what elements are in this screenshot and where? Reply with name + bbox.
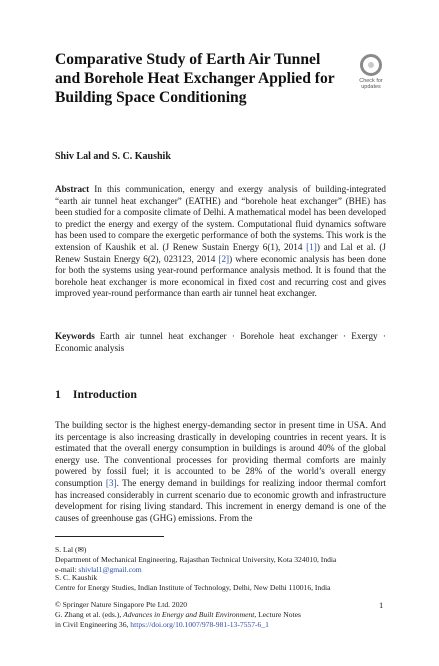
check-for-updates-label: Check for updates — [359, 78, 383, 90]
citation-series: in Civil Engineering 36, — [55, 619, 131, 629]
intro-text-2: . The energy demand in buildings for realizing indoor thermal comfort has increased considerably in current scenario due to economic growth and infrastructure development for rising living standard. This increment in energy demand is one of the causes of greenhouse gas (GHG) emissions. From the — [55, 477, 386, 523]
author-2-affiliation: Centre for Energy Studies, Indian Institute of Technology, Delhi, New Delhi 110016, India — [55, 582, 331, 592]
page-number: 1 — [379, 600, 384, 610]
check-for-updates-icon — [360, 54, 382, 76]
footnote-author-1 — [55, 545, 395, 574]
footnote-author-2 — [55, 573, 395, 593]
abstract-text-2: ) and Lal et al. (J Renew Sustain Energy 6(2), 023123, 2014 — [55, 241, 387, 264]
citation-doi-line — [55, 620, 395, 630]
citation-pre: G. Zhang et al. (eds.), — [55, 609, 124, 619]
author-list: Shiv Lal and S. C. Kaushik — [55, 151, 171, 162]
section-title: Introduction — [72, 387, 137, 401]
doi-link[interactable]: https://doi.org/10.1007/978-981-13-7557-6_1 — [130, 619, 269, 629]
author-1-name: S. Lal (✉) — [55, 545, 87, 554]
keywords-label: Keywords — [55, 331, 95, 341]
email-label: e-mail: — [55, 564, 79, 574]
intro-text-1: The building sector is the highest energy-demanding sector in present time in USA. And its percentage is also increasing drastically in developing countries in recent years. It is estimated that the overall energy consumption in buildings is around 40% of the global energy use. The conventional processes for providing thermal comforts are mainly powered by fossil fuel; it is accounted to be 28% of the world’s overall energy consumption — [55, 420, 386, 488]
abstract — [55, 184, 386, 300]
section-number: 1 — [55, 387, 61, 401]
citation-line — [55, 610, 395, 620]
citation-link-2[interactable]: [2] — [218, 253, 230, 264]
citation-link-1[interactable]: [1] — [306, 241, 317, 252]
keywords — [55, 331, 386, 354]
abstract-text-3: ) where economic analysis has been done for both the systems using year-round performance analysis method. It is found that the borehole heat exchanger is more economical in fixed cost and recurring cost and gives improved year-round performance than earth air tunnel heat exchanger. — [55, 253, 386, 299]
paper-title: Comparative Study of Earth Air Tunnel and Borehole Heat Exchanger Applied for Building Space Conditioning — [55, 51, 335, 106]
author-1-affiliation: Department of Mechanical Engineering, Rajasthan Technical University, Kota 324010, India — [55, 554, 337, 564]
author-2-name: S. C. Kaushik — [55, 573, 98, 582]
keywords-text: Earth air tunnel heat exchanger · Borehole heat exchanger · Exergy · Economic analysis — [55, 331, 386, 353]
citation-book-title: Advances in Energy and Built Environment — [123, 609, 255, 619]
abstract-label: Abstract — [55, 184, 90, 194]
intro-paragraph — [55, 420, 386, 524]
check-for-updates-badge[interactable] — [356, 54, 386, 94]
email-link[interactable]: shivlal1@gmail.com — [78, 564, 142, 574]
copyright-line: © Springer Nature Singapore Pte Ltd. 2020 — [55, 600, 188, 609]
copyright-block — [55, 600, 395, 629]
section-heading — [55, 387, 137, 402]
footnote-divider — [55, 536, 164, 537]
abstract-text-1: In this communication, energy and exergy analysis of building-integrated “earth air tunnel heat exchanger” (EATHE) and “borehole heat exchanger” (BHE) has been studied for a composite climate of Delhi. A mathematical model has been developed to predict the energy and exergy of the system. Computational fluid dynamics software has been used to compare the exergetic performance of both the systems. This work is the extension of Kaushik et al. (J Renew Sustain Energy 6(1), 2014 — [55, 184, 386, 252]
citation-link-3[interactable]: [3] — [105, 477, 117, 488]
citation-post: , Lecture Notes — [254, 609, 301, 619]
